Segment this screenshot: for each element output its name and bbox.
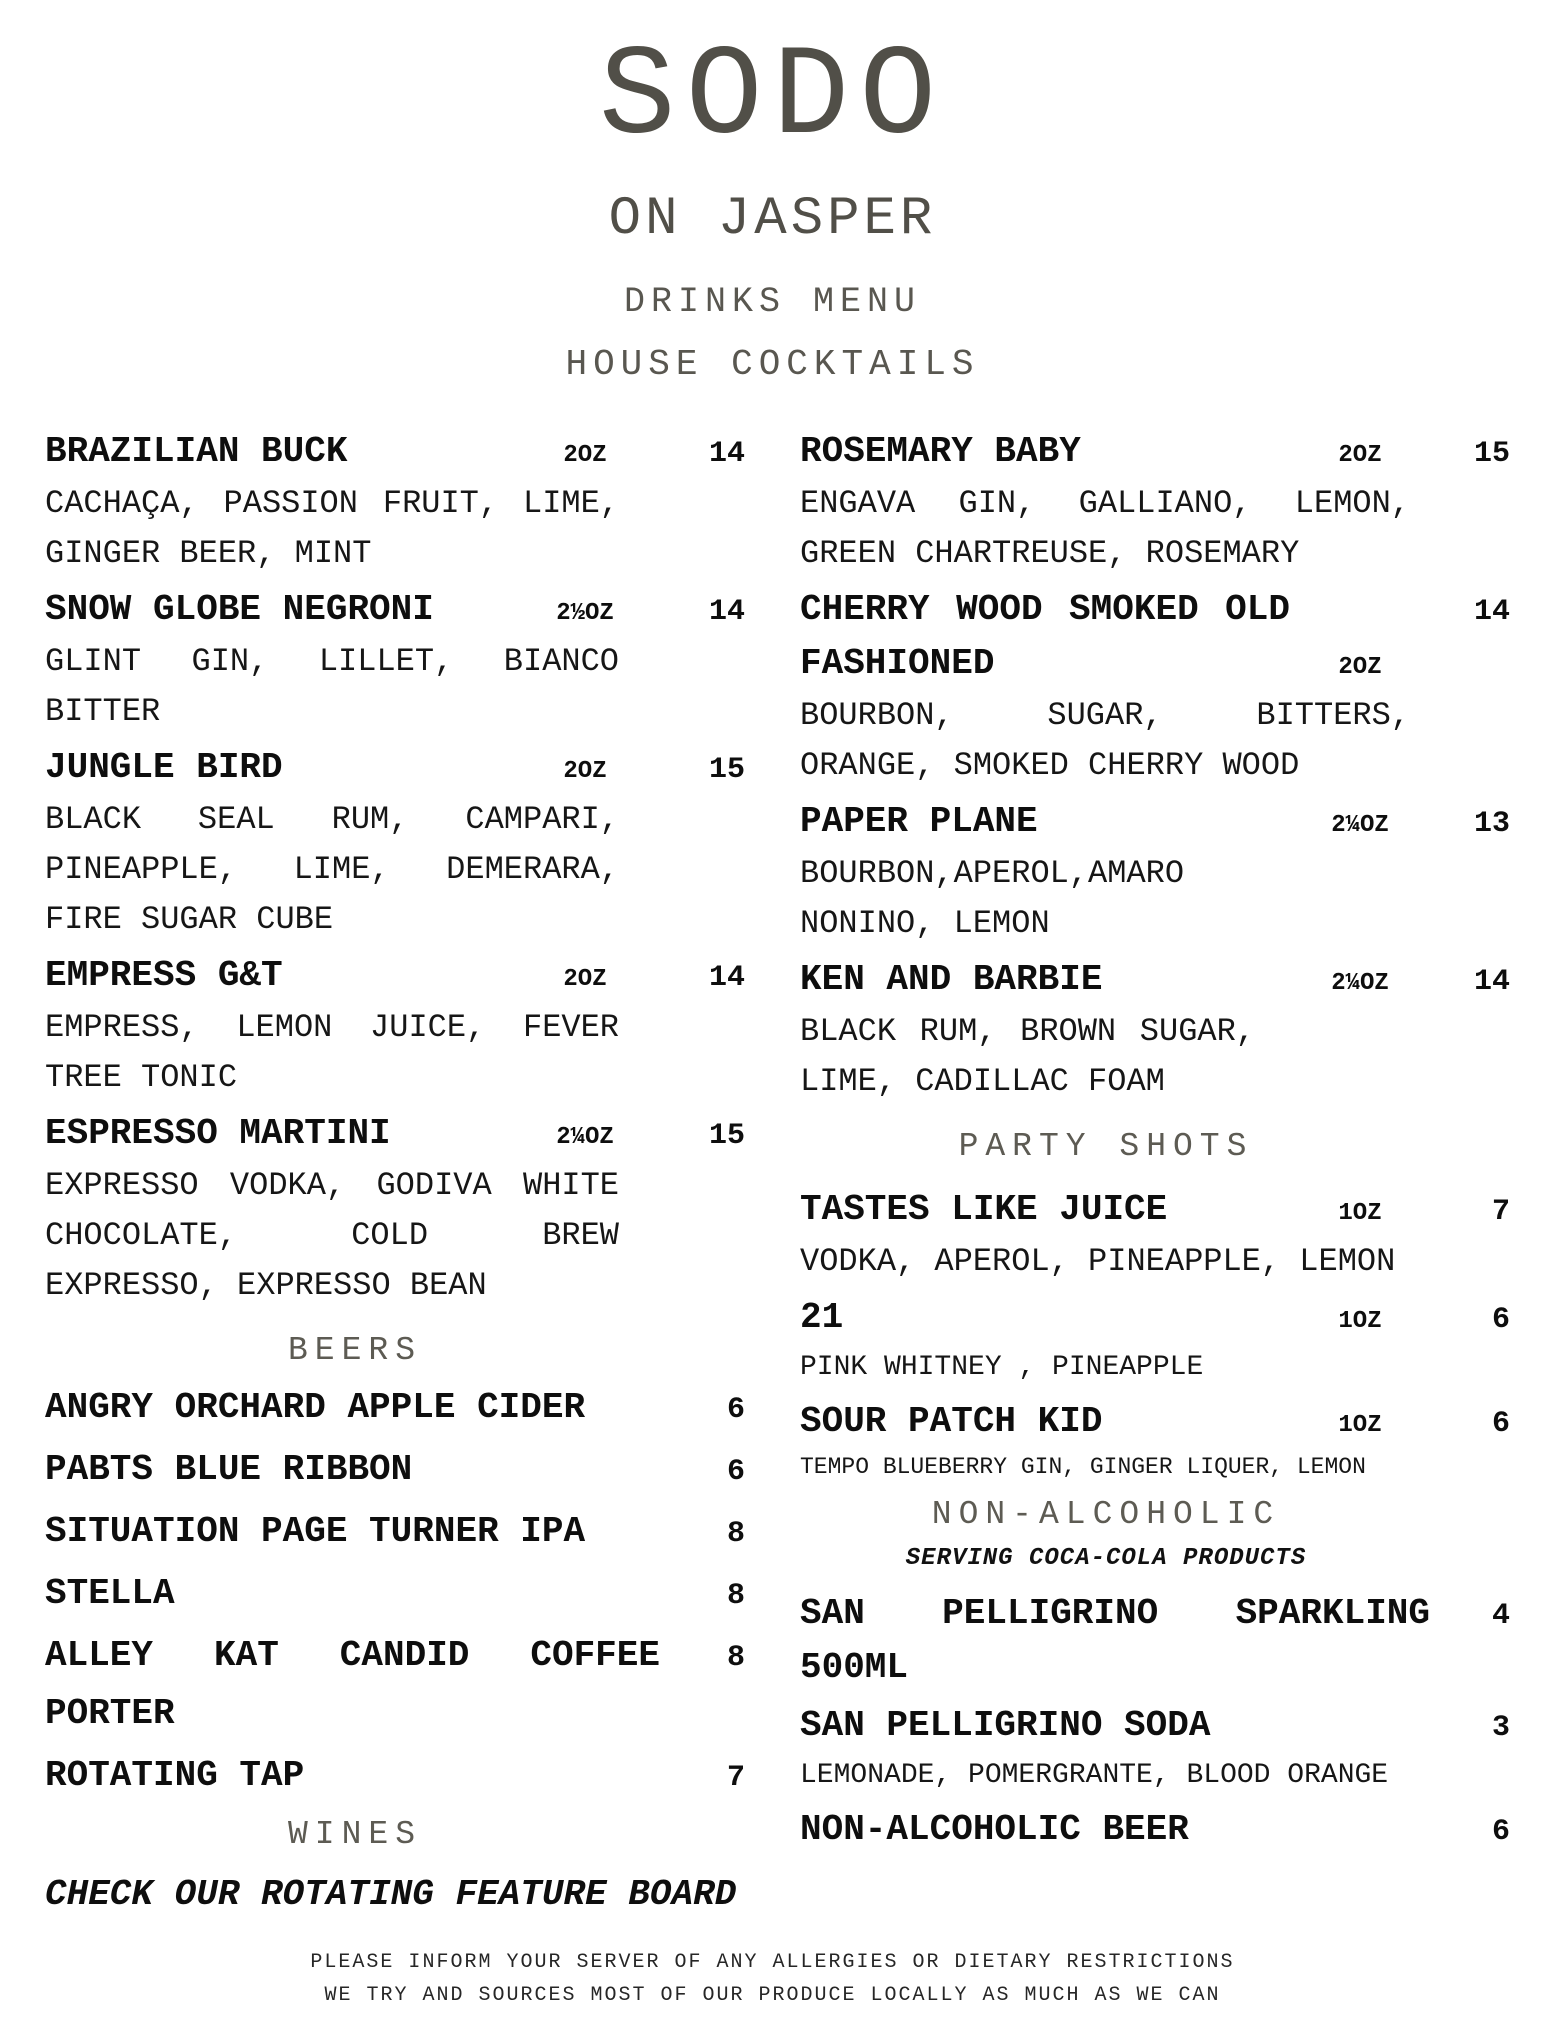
item-title-row — [800, 1183, 1510, 1237]
item-price: 4 — [1491, 1598, 1510, 1633]
item-oz: 2¼OZ — [1331, 969, 1389, 997]
item-price: 14 — [1473, 964, 1510, 999]
item-desc: CACHAÇA, PASSION FRUIT, LIME, GINGER BEER, MINT — [45, 484, 619, 572]
item-price: 8 — [726, 1578, 745, 1613]
non-alcoholic-note: SERVING COCA-COLA PRODUCTS — [905, 1544, 1307, 1572]
item-price: 14 — [1473, 594, 1510, 629]
item-desc: LEMONADE, POMERGRANTE, BLOOD ORANGE — [800, 1759, 1389, 1791]
item-title-row — [45, 1749, 745, 1807]
item-name-line2: FASHIONED — [800, 642, 995, 684]
item-desc: EMPRESS, LEMON JUICE, FEVER TREE TONIC — [45, 1008, 619, 1096]
item-title-row — [800, 795, 1510, 849]
item-title-row-2 — [45, 1687, 745, 1745]
item-title-row-2 — [800, 637, 1510, 691]
item-oz: 2OZ — [1338, 441, 1382, 469]
item-title-row — [800, 1699, 1510, 1753]
item-name: SNOW GLOBE NEGRONI — [45, 588, 434, 630]
item-oz: 2OZ — [563, 757, 607, 785]
section-heading-house-cocktails: HOUSE COCKTAILS — [565, 343, 980, 385]
item-title-row — [800, 953, 1510, 1007]
item-desc: GLINT GIN, LILLET, BIANCO BITTER — [45, 642, 619, 730]
item-price: 14 — [708, 594, 745, 629]
shot-item-21 — [800, 1291, 1510, 1391]
item-title-row — [800, 1803, 1510, 1857]
item-title-row — [800, 1291, 1510, 1345]
item-oz: 2¼OZ — [556, 1123, 614, 1151]
item-name: 21 — [800, 1296, 844, 1338]
item-oz: 2½OZ — [556, 599, 614, 627]
item-name: BRAZILIAN BUCK — [45, 430, 348, 472]
item-title-row — [45, 1381, 745, 1439]
beer-item — [45, 1443, 745, 1501]
menu-header — [0, 26, 1545, 385]
beer-item — [45, 1505, 745, 1563]
item-desc: ENGAVA GIN, GALLIANO, LEMON, GREEN CHARTREUSE, ROSEMARY — [800, 484, 1410, 572]
item-name: ANGRY ORCHARD APPLE CIDER — [45, 1386, 586, 1428]
brand-subtitle: ON JASPER — [608, 188, 937, 250]
item-title-row-2 — [800, 1641, 1510, 1695]
item-desc: PINK WHITNEY , PINEAPPLE — [800, 1351, 1204, 1383]
item-name-line2: 500ML — [800, 1646, 909, 1688]
item-oz: 1OZ — [1338, 1411, 1382, 1439]
item-name: SAN PELLIGRINO SODA — [800, 1704, 1211, 1746]
section-heading-wines: WINES — [287, 1815, 423, 1853]
item-name: CHERRY WOOD SMOKED OLD — [800, 588, 1290, 630]
footer-notice — [0, 1946, 1545, 2012]
item-price: 6 — [1491, 1814, 1510, 1849]
item-oz: 2OZ — [563, 965, 607, 993]
item-desc: BOURBON,APEROL,AMARO NONINO, LEMON — [800, 854, 1185, 942]
item-price: 8 — [726, 1640, 745, 1675]
item-price: 6 — [726, 1454, 745, 1489]
item-title-row — [800, 425, 1510, 479]
item-name: KEN AND BARBIE — [800, 958, 1103, 1000]
menu-item-rosemary-baby — [800, 425, 1510, 579]
menu-item-espresso-martini — [45, 1107, 745, 1311]
item-title-row — [45, 425, 745, 479]
item-name: SITUATION PAGE TURNER IPA — [45, 1510, 586, 1552]
item-price: 7 — [726, 1760, 745, 1795]
item-name: PAPER PLANE — [800, 800, 1038, 842]
item-name: NON-ALCOHOLIC BEER — [800, 1808, 1189, 1850]
item-name: TASTES LIKE JUICE — [800, 1188, 1168, 1230]
item-title-row — [800, 583, 1510, 637]
beer-item — [45, 1749, 745, 1807]
item-oz: 2OZ — [563, 441, 607, 469]
item-price: 15 — [708, 752, 745, 787]
right-column — [800, 425, 1510, 1923]
item-name: ESPRESSO MARTINI — [45, 1112, 391, 1154]
item-title-row — [45, 1443, 745, 1501]
item-price: 14 — [708, 960, 745, 995]
na-item-non-alcoholic-beer — [800, 1803, 1510, 1857]
menu-item-empress-gt — [45, 949, 745, 1103]
item-title-row — [45, 583, 745, 637]
item-price: 6 — [726, 1392, 745, 1427]
item-desc: BOURBON, SUGAR, BITTERS, ORANGE, SMOKED CHERRY WOOD — [800, 696, 1410, 784]
beer-item — [45, 1567, 745, 1625]
item-desc: BLACK RUM, BROWN SUGAR, LIME, CADILLAC FOAM — [800, 1012, 1255, 1100]
item-price: 3 — [1491, 1710, 1510, 1745]
item-desc: VODKA, APEROL, PINEAPPLE, LEMON — [800, 1242, 1396, 1280]
item-price: 6 — [1491, 1406, 1510, 1441]
beer-item — [45, 1381, 745, 1439]
item-price: 14 — [708, 436, 745, 471]
item-oz: 1OZ — [1338, 1307, 1382, 1335]
na-item-san-pelligrino-soda — [800, 1699, 1510, 1799]
menu-label: DRINKS MENU — [623, 281, 922, 322]
item-title-row — [45, 1629, 745, 1687]
item-oz: 1OZ — [1338, 1199, 1382, 1227]
item-oz: 2OZ — [1338, 653, 1382, 681]
footer-line-2: WE TRY AND SOURCES MOST OF OUR PRODUCE LOCALLY AS MUCH AS WE CAN — [324, 1984, 1221, 2007]
item-title-row — [45, 1107, 745, 1161]
item-price: 8 — [726, 1516, 745, 1551]
menu-item-cherry-wood-old-fashioned — [800, 583, 1510, 791]
section-heading-non-alcoholic: NON-ALCOHOLIC — [931, 1495, 1281, 1533]
item-title-row — [45, 1505, 745, 1563]
section-heading-beers: BEERS — [287, 1331, 423, 1369]
item-name: SAN PELLIGRINO SPARKLING — [800, 1592, 1430, 1634]
wines-note: CHECK OUR ROTATING FEATURE BOARD — [45, 1873, 737, 1915]
menu-item-jungle-bird — [45, 741, 745, 945]
item-desc: EXPRESSO VODKA, GODIVA WHITE CHOCOLATE, COLD BREW EXPRESSO, EXPRESSO BEAN — [45, 1166, 619, 1304]
na-item-san-pelligrino-sparkling — [800, 1587, 1510, 1695]
item-oz: 2¼OZ — [1331, 811, 1389, 839]
shot-item-tastes-like-juice — [800, 1183, 1510, 1287]
item-name: ROTATING TAP — [45, 1754, 305, 1796]
menu-item-brazilian-buck — [45, 425, 745, 579]
item-price: 15 — [1473, 436, 1510, 471]
item-price: 7 — [1491, 1194, 1510, 1229]
item-desc: BLACK SEAL RUM, CAMPARI, PINEAPPLE, LIME, DEMERARA, FIRE SUGAR CUBE — [45, 800, 619, 938]
item-name: ALLEY KAT CANDID COFFEE — [45, 1634, 660, 1676]
item-price: 6 — [1491, 1302, 1510, 1337]
menu-columns — [0, 425, 1545, 1923]
left-column — [45, 425, 745, 1923]
item-price: 13 — [1473, 806, 1510, 841]
shot-item-sour-patch-kid — [800, 1395, 1510, 1485]
item-title-row — [45, 741, 745, 795]
menu-item-ken-and-barbie — [800, 953, 1510, 1107]
brand-title: SODO — [598, 26, 947, 171]
item-title-row — [45, 1567, 745, 1625]
footer-line-1: PLEASE INFORM YOUR SERVER OF ANY ALLERGIES OR DIETARY RESTRICTIONS — [310, 1951, 1235, 1974]
item-name: PABTS BLUE RIBBON — [45, 1448, 413, 1490]
section-heading-party-shots: PARTY SHOTS — [958, 1127, 1254, 1165]
item-title-row — [800, 1395, 1510, 1449]
item-price: 15 — [708, 1118, 745, 1153]
item-title-row — [45, 949, 745, 1003]
item-name: ROSEMARY BABY — [800, 430, 1081, 472]
item-name: JUNGLE BIRD — [45, 746, 283, 788]
item-name-line2: PORTER — [45, 1692, 175, 1734]
item-name: SOUR PATCH KID — [800, 1400, 1103, 1442]
menu-item-paper-plane — [800, 795, 1510, 949]
menu-item-snow-globe-negroni — [45, 583, 745, 737]
item-name: EMPRESS G&T — [45, 954, 283, 996]
item-name: STELLA — [45, 1572, 175, 1614]
beer-item — [45, 1629, 745, 1745]
item-title-row — [800, 1587, 1510, 1641]
item-desc: TEMPO BLUEBERRY GIN, GINGER LIQUER, LEMON — [800, 1453, 1366, 1480]
